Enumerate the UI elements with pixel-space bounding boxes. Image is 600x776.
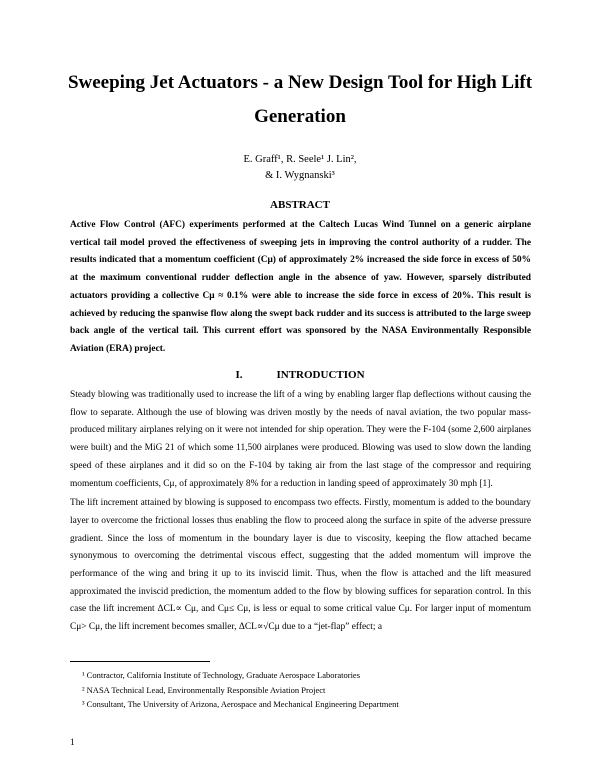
author-line-1: E. Graff¹, R. Seele¹ J. Lin², [243,154,357,165]
footnote-3: ³ Consultant, The University of Arizona, Aerospace and Mechanical Engineering Department [82,699,399,709]
abstract-text: Active Flow Control (AFC) experiments performed at the Caltech Lucas Wind Tunnel on a generic airplane vertical tail model proved the effectiveness of sweeping jets in improving the control authority of a rudder. The results indicated that a momentum coefficient (Cμ) of approximately 2% increased the side force in excess of 50% at the maximum conventional rudder deflection angle in the absence of yaw. However, sparsely distributed actuators providing a collective Cμ ≈ 0.1% were able to increase the side force in excess of 20%. This result is achieved by reducing the spanwise flow along the swept back rudder and its success is attributed to the large sweep back angle of the vertical tail. This current effort was sponsored by the NASA Environmentally Responsible Aviation (ERA) project. [70,220,531,354]
author-list [60,152,540,184]
section-heading [60,369,540,381]
page-number: 1 [70,738,75,748]
section-number: I. [235,369,243,381]
introduction-body [70,387,531,637]
footnotes [70,668,531,712]
author-line-2: & I. Wygnanski³ [265,170,335,181]
footnote-1: ¹ Contractor, California Institute of Technology, Graduate Aerospace Laboratories [82,670,361,680]
paragraph-2: The lift increment attained by blowing is supposed to encompass two effects. Firstly, momentum is added to the boundary layer to overcome the frictional losses thus enabling the flow to proceed along the surface in spite of the adverse pressure gradient. Since the loss of momentum in the boundary layer is due to viscosity, keeping the flow attached became synonymous to overcoming the detrimental viscous effect, suggesting that the added momentum will improve the performance of the wing and bring it up to its inviscid limit. Thus, when the flow is attached and the lift measured approximated the inviscid prediction, the momentum added to the flow by blowing suffices for separation control. In this case the lift increment ΔCL∝ Cμ, and Cμ≤ Cμ, is less or equal to some critical value Cμ. For larger input of momentum Cμ> Cμ, the lift increment becomes smaller, ΔCL∝√Cμ due to a “jet-flap” effect; a [70,498,531,633]
section-title: INTRODUCTION [276,369,365,381]
paper-title: Sweeping Jet Actuators - a New Design Tool for High Lift Generation [67,72,533,127]
footnote-rule [70,661,210,662]
footnote-2: ² NASA Technical Lead, Environmentally Responsible Aviation Project [82,684,326,695]
abstract-heading: ABSTRACT [270,199,330,211]
paragraph-1: Steady blowing was traditionally used to increase the lift of a wing by enabling larger flap deflections without causing the flow to separate. Although the use of blowing was driven mostly by the needs of naval aviation, the two popular mass-produced military airplanes relying on it were not intended for ship operation. They were the F-104 (some 2,600 airplanes were built) and the MiG 21 of which some 11,500 airplanes were produced. Blowing was used to slow down the landing speed of these airplanes and it did so on the F-104 by taking air from the last stage of the compressor and requiring momentum coefficients, Cμ, of approximately 8% for a reduction in landing speed of approximately 30 mph [1]. [70,390,531,489]
